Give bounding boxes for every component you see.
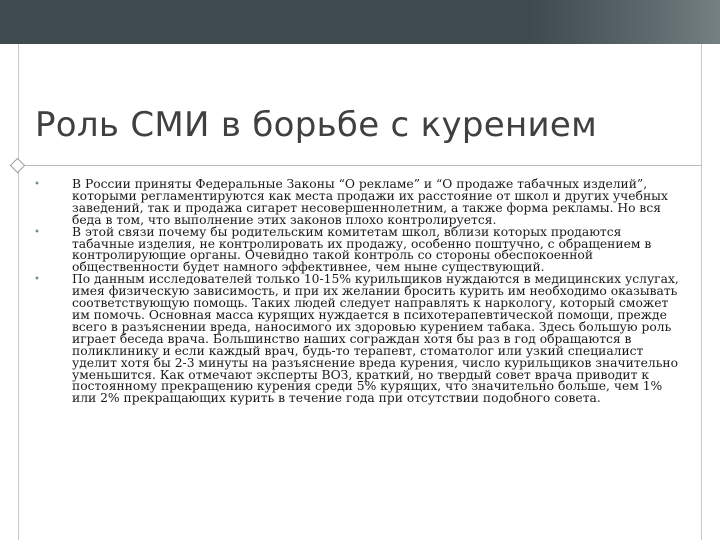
slide-title: Роль СМИ в борьбе с курением (35, 105, 598, 145)
bullet-list (34, 179, 679, 405)
bullet-dot-icon: • (34, 274, 40, 286)
bullet-dot-icon: • (34, 179, 40, 190)
top-bar-accent (530, 0, 720, 44)
bullet-item (34, 179, 679, 227)
bullet-item (34, 224, 679, 275)
bullet-item (34, 274, 679, 405)
top-decorative-bar (0, 0, 720, 44)
bullet-text: По данным исследователей только 10-15% курильщиков нуждаются в медицинских услугах, имея физическую зависимость, и при их желании бросить курить им необходимо оказывать соответствующую помощь. Таких людей следует направлять к наркологу, который сможет им помочь. Основная масса курящих нуждается в психотерапевтической помощи, прежде всего в разъяснении вреда, наносимого их здоровью курением табака. Здесь большую роль играет беседа врача. Большинство наших сограждан хотя бы раз в год обращаются в поликлинику и если каждый врач, будь-то терапевт, стоматолог или узкий специалист уделит хотя бы 2-3 минуты на разъяснение вреда курения, число курильщиков значительно уменьшится. Как отмечают эксперты ВОЗ, краткий, но твердый совет врача приводит к постоянному прекращению курения среди 5% курящих, что значительно больше, чем 1% или 2% прекращающих курить в течение года при отсутствии подобного совета. (72, 272, 679, 406)
title-divider (18, 165, 702, 166)
bullet-text: В этой связи почему бы родительским комитетам школ, вблизи которых продаются табачные изделия, не контролировать их продажу, особенно поштучно, с обращением в контролирующие органы. Очевидно такой контроль со стороны обеспокоенной общественности будет намного эффективнее, чем ныне существующий. (72, 224, 652, 275)
bullet-text: В России приняты Федеральные Законы “О рекламе” и “О продаже табачных изделий”, которыми регламентируются как места продажи их расстояние от школ и других учебных заведений, так и продажа сигарет несовершеннолетним, а также форма рекламы. Но вся беда в том, что выполнение этих законов плохо контролируется. (72, 177, 668, 227)
bullet-dot-icon: • (34, 226, 40, 238)
